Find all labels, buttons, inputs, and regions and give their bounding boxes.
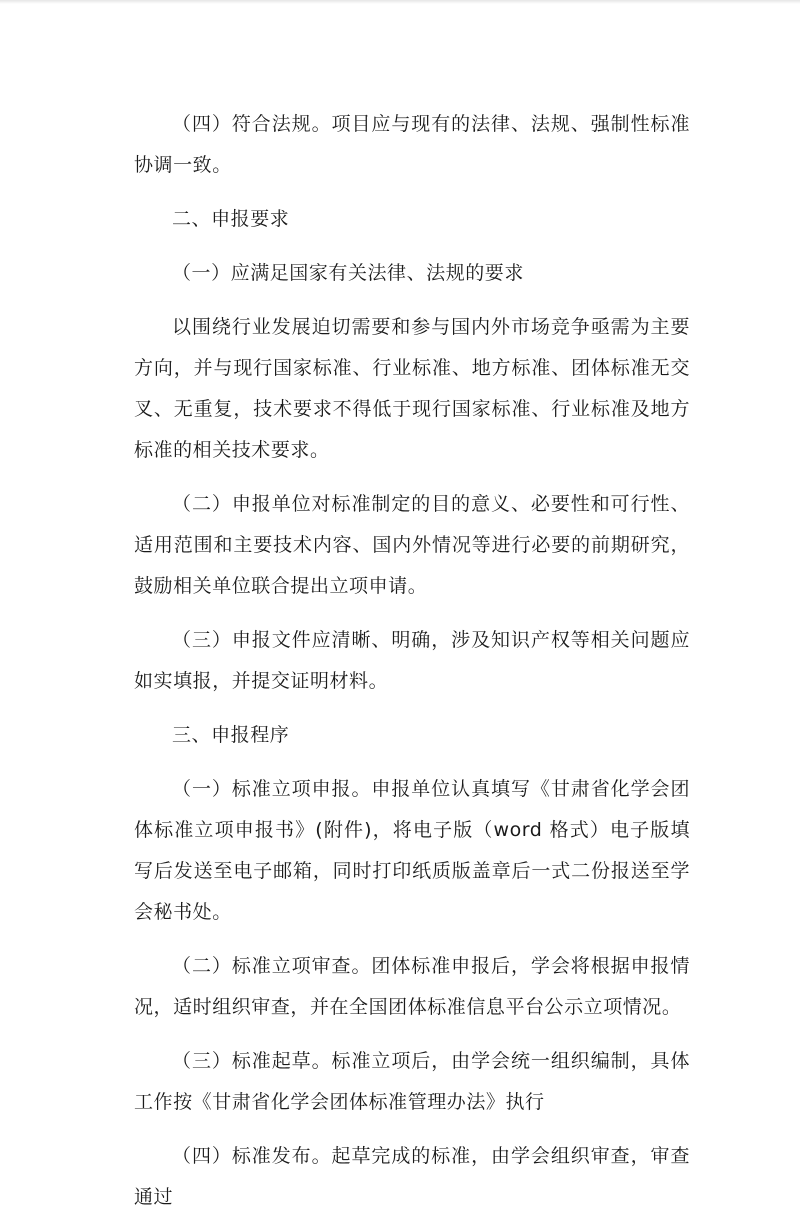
paragraph-documents-clear: （三）申报文件应清晰、明确，涉及知识产权等相关问题应如实填报，并提交证明材料。: [134, 629, 690, 692]
scan-top-edge: [0, 0, 800, 4]
paragraph-industry-direction: 以围绕行业发展迫切需要和参与国内外市场竞争亟需为主要方向，并与现行国家标准、行业标准、地方标准、团体标准无交叉、无重复，技术要求不得低于现行国家标准、行业标准及地方标准的相关技术要求。: [134, 316, 690, 461]
heading-application-procedure: 三、申报程序: [172, 724, 290, 746]
paragraph-standard-release: （四）标准发布。起草完成的标准，由学会组织审查，审查通过: [134, 1145, 690, 1208]
document-body: [134, 104, 690, 1231]
paragraph-standard-drafting: （三）标准起草。标准立项后，由学会统一组织编制，具体工作按《甘肃省化学会团体标准管理办法》执行: [134, 1050, 690, 1113]
heading-application-requirements: 二、申报要求: [172, 208, 290, 230]
paragraph-preliminary-research: （二）申报单位对标准制定的目的意义、必要性和可行性、适用范围和主要技术内容、国内外情况等进行必要的前期研究，鼓励相关单位联合提出立项申请。: [134, 493, 690, 597]
paragraph-project-review: （二）标准立项审查。团体标准申报后，学会将根据申报情况，适时组织审查，并在全国团体标准信息平台公示立项情况。: [134, 955, 690, 1018]
paragraph-project-application: （一）标准立项申报。申报单位认真填写《甘肃省化学会团体标准立项申报书》(附件)，将电子版（word 格式）电子版填写后发送至电子邮箱，同时打印纸质版盖章后一式二份报送至学会秘书处。: [134, 778, 690, 923]
subheading-legal-requirements: （一）应满足国家有关法律、法规的要求: [172, 262, 524, 284]
paragraph-compliance: （四）符合法规。项目应与现有的法律、法规、强制性标准协调一致。: [134, 113, 690, 176]
